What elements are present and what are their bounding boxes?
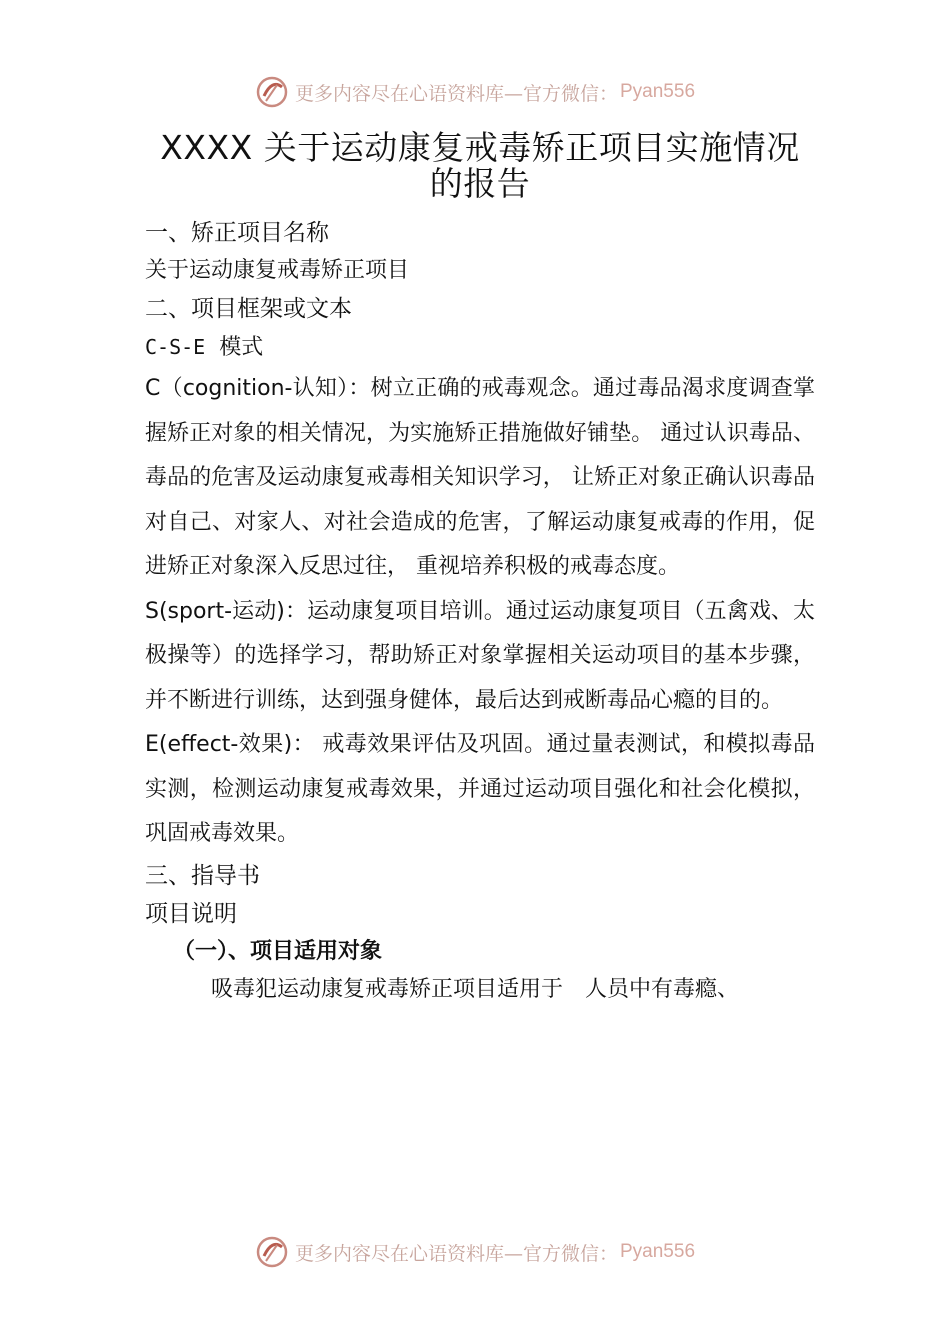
effect-paragraph: E(effect-效果)： 戒毒效果评估及巩固。通过量表测试，和模拟毒品实测，检测运动康复戒毒效果，并通过运动项目强化和社会化模拟，巩固戒毒效果。 xyxy=(145,732,815,846)
section-heading-3: 三、指导书 xyxy=(145,862,260,889)
watermark-text: 更多内容尽在心语资料库—官方微信： xyxy=(294,1242,618,1265)
watermark-header xyxy=(0,72,950,112)
section-heading-1: 一、矫正项目名称 xyxy=(145,220,329,246)
title-line-2: 的报告 xyxy=(429,164,531,203)
watermark-footer xyxy=(0,1232,950,1272)
project-explanation-label: 项目说明 xyxy=(145,900,237,927)
brand-logo-icon xyxy=(255,75,289,109)
document-title xyxy=(145,130,815,202)
section-heading-2: 二、项目框架或文本 xyxy=(145,296,352,322)
title-line-1: XXXX 关于运动康复戒毒矫正项目实施情况 xyxy=(160,128,800,167)
framework-mode xyxy=(145,328,815,367)
mode-label: 模式 xyxy=(219,335,264,360)
mode-code: C-S-E xyxy=(145,335,206,359)
watermark-wechat-id: Pyan556 xyxy=(620,81,696,102)
subsection-heading-1: （一）、项目适用对象 xyxy=(173,938,383,964)
watermark-text: 更多内容尽在心语资料库—官方微信： xyxy=(294,82,618,105)
brand-logo-icon xyxy=(255,1235,289,1269)
cognition-paragraph: C（cognition-认知）：树立正确的戒毒观念。通过毒品渴求度调查掌握矫正对象的相关情况，为实施矫正措施做好铺垫。 通过认识毒品、毒品的危害及运动康复戒毒相关知识学习， 让矫正对象正确认识毒品对自己、对家人、对社会造成的危害，了解运动康复戒毒的作用，促进矫正对象深入反思过往， 重视培养积极的戒毒态度。 xyxy=(145,376,815,579)
project-name: 关于运动康复戒毒矫正项目 xyxy=(145,258,410,283)
sport-paragraph: S(sport-运动)：运动康复项目培训。通过运动康复项目（五禽戏、太极操等）的选择学习，帮助矫正对象掌握相关运动项目的基本步骤，并不断进行训练，达到强身健体，最后达到戒断毒品心瘾的目的。 xyxy=(145,598,815,713)
applicable-objects-line: 吸毒犯运动康复戒毒矫正项目适用于 人员中有毒瘾、 xyxy=(211,976,740,1002)
watermark-wechat-id: Pyan556 xyxy=(620,1241,696,1262)
document-body xyxy=(145,130,815,1009)
